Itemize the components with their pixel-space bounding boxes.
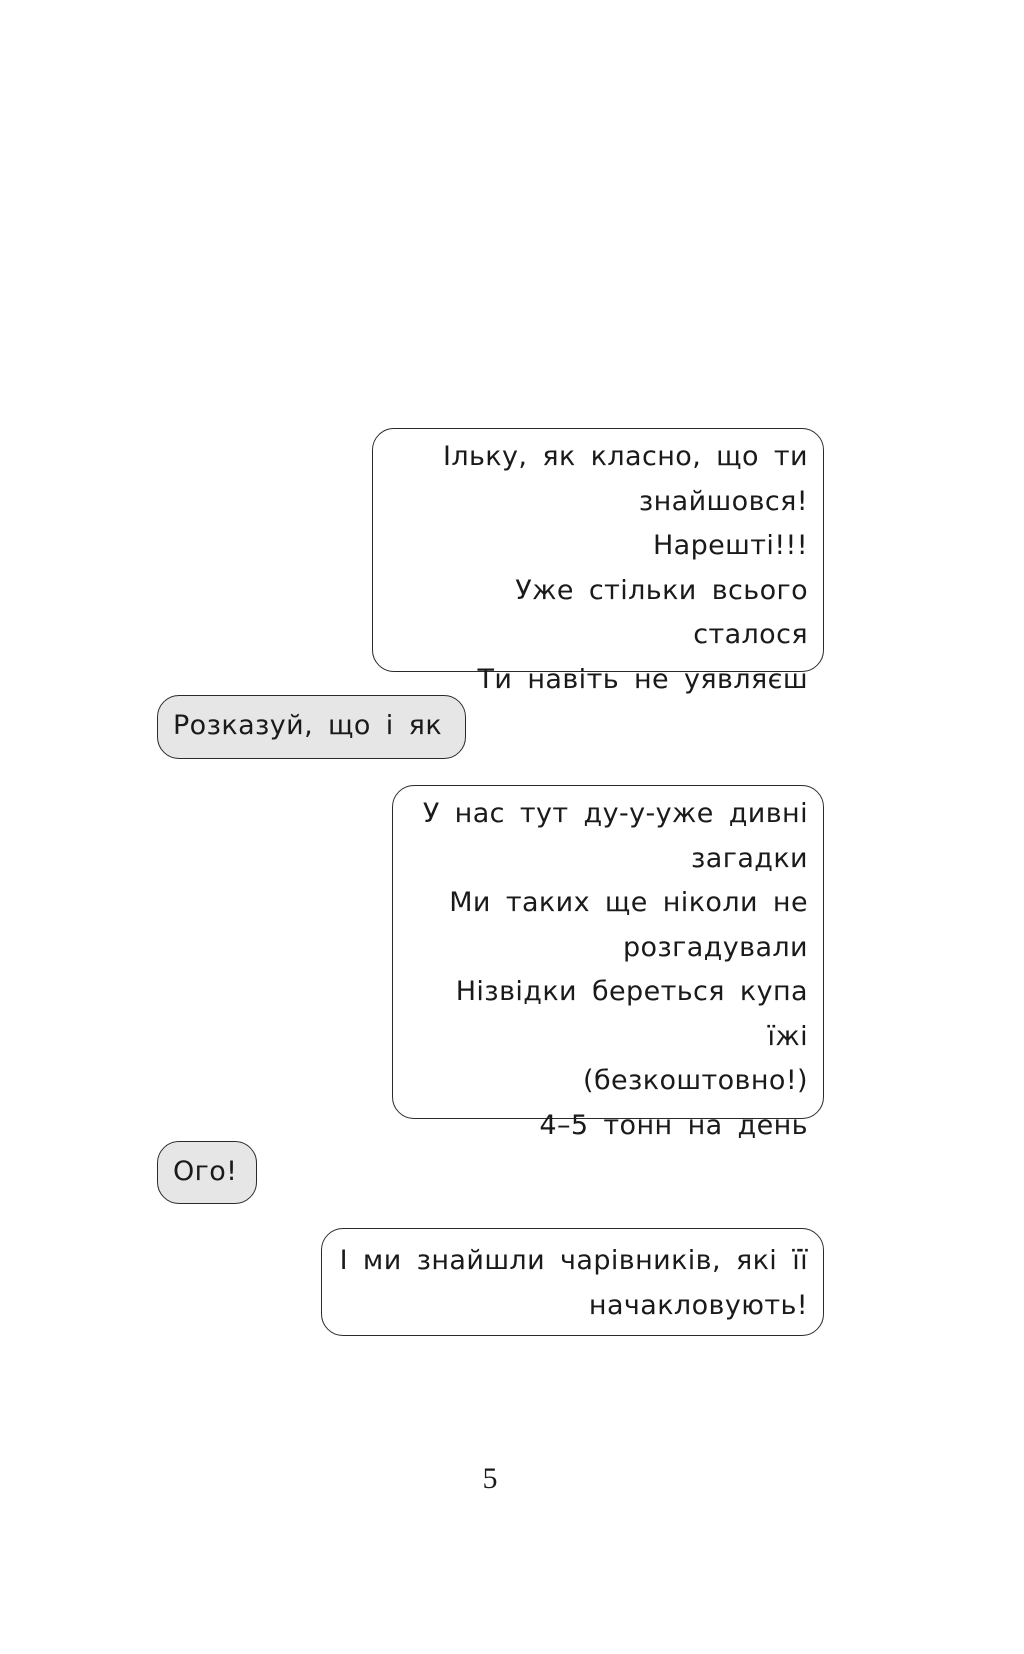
message-line: Ільку, як класно, що ти	[442, 441, 808, 472]
message-line: загадки	[691, 842, 808, 874]
message-line: І ми знайшли чарівників, які її	[339, 1245, 808, 1276]
message-line: Ого!	[173, 1156, 238, 1187]
message-line: начакловують!	[588, 1289, 808, 1321]
message-line: розгадували	[622, 931, 808, 963]
message-bubble-outgoing	[321, 1228, 824, 1336]
message-line: Нізвідки береться купа їжі	[455, 976, 808, 1052]
message-line: 4–5 тонн на день	[539, 1109, 808, 1141]
page-number: 5	[482, 1462, 498, 1495]
message-bubble-outgoing	[392, 785, 824, 1141]
message-line: Нарешті!!!	[652, 530, 808, 561]
message-bubble-incoming	[157, 695, 466, 759]
message-line: Уже стільки всього сталося	[515, 574, 808, 650]
message-line: У нас тут ду-у-уже дивні	[422, 798, 808, 829]
message-bubble-incoming	[157, 1141, 257, 1204]
message-line: знайшовся!	[638, 485, 808, 517]
message-line: Розказуй, що і як	[173, 710, 443, 741]
message-line: Ми таких ще ніколи не	[449, 887, 808, 918]
message-line: Ти навіть не уявляєш	[477, 663, 808, 695]
message-line: (безкоштовно!)	[583, 1065, 808, 1096]
message-bubble-outgoing	[372, 428, 824, 695]
